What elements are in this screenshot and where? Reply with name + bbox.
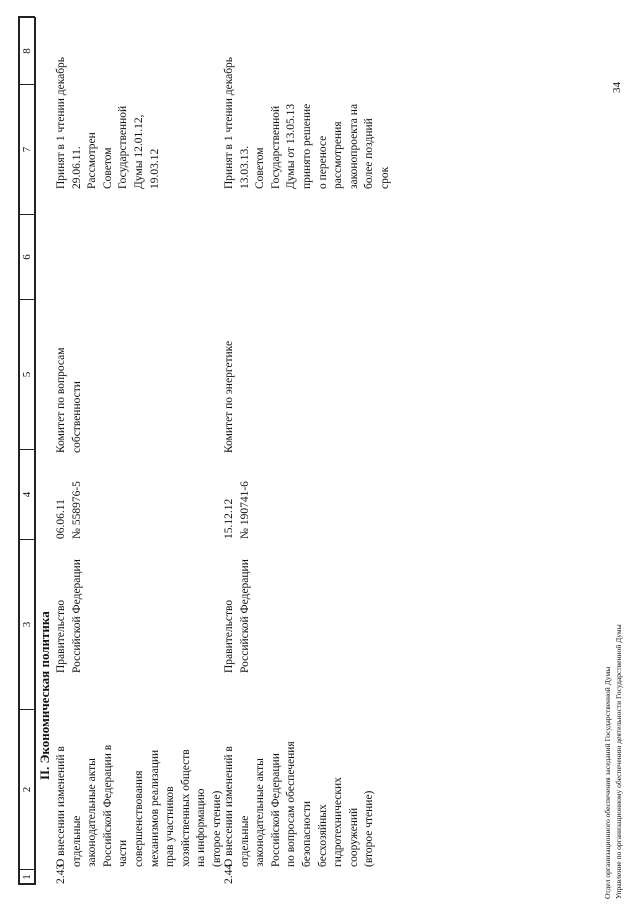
column-number: 5 <box>21 371 33 378</box>
column-number: 1 <box>21 874 33 880</box>
bill-date-number: 06.06.11 № 558976-5 <box>55 481 83 539</box>
bill-status: Принят в 1 чтении декабрь 13.03.13. Советом Государственной Думы от 13.05.13 принято решение о переносе рассмотрения законопроекта на более поздний срок <box>223 56 391 189</box>
responsible-committee: Комитет по вопросам собственности <box>55 347 83 453</box>
column-number: 6 <box>21 254 33 260</box>
column-number: 8 <box>21 48 33 54</box>
bill-title: О внесении изменений в отдельные законодательные акты Российской Федерации в части совершенствования механизмов реализации прав участников хозяйственных обществ на информацию (второе чтение) <box>55 744 223 867</box>
row-number: 2.44 <box>223 863 235 884</box>
bill-status: Принят в 1 чтении декабрь 29.06.11. Рассмотрен Советом Государственной Думы 12.01.12, 19.03.12 <box>55 56 161 189</box>
bill-title: О внесении изменений в отдельные законодательные акты Российской Федерации по вопросам обеспечения безопасности бесхозяйных гидротехнических сооружений (второе чтение) <box>223 741 376 867</box>
column-number: 7 <box>21 146 33 153</box>
column-number: 2 <box>21 786 33 793</box>
page-number: 34 <box>611 82 623 93</box>
bill-author: Правительство Российской Федерации <box>55 559 83 673</box>
header-top-border <box>18 17 20 885</box>
section-title: II. Экономическая политика <box>37 611 52 780</box>
column-number: 4 <box>21 491 33 498</box>
responsible-committee: Комитет по энергетике <box>223 340 235 453</box>
footer-line-1: Отдел организационного обеспечения заседаний Государственной Думы <box>603 666 612 899</box>
bill-date-number: 15.12.12 № 190741-6 <box>223 481 251 539</box>
row-number: 2.43 <box>55 863 67 884</box>
footer-line-2: Управление по организационному обеспечению деятельности Государственной Думы <box>614 624 623 899</box>
bill-author: Правительство Российской Федерации <box>223 559 251 673</box>
header-bottom-border <box>34 17 36 885</box>
column-number: 3 <box>21 621 33 628</box>
